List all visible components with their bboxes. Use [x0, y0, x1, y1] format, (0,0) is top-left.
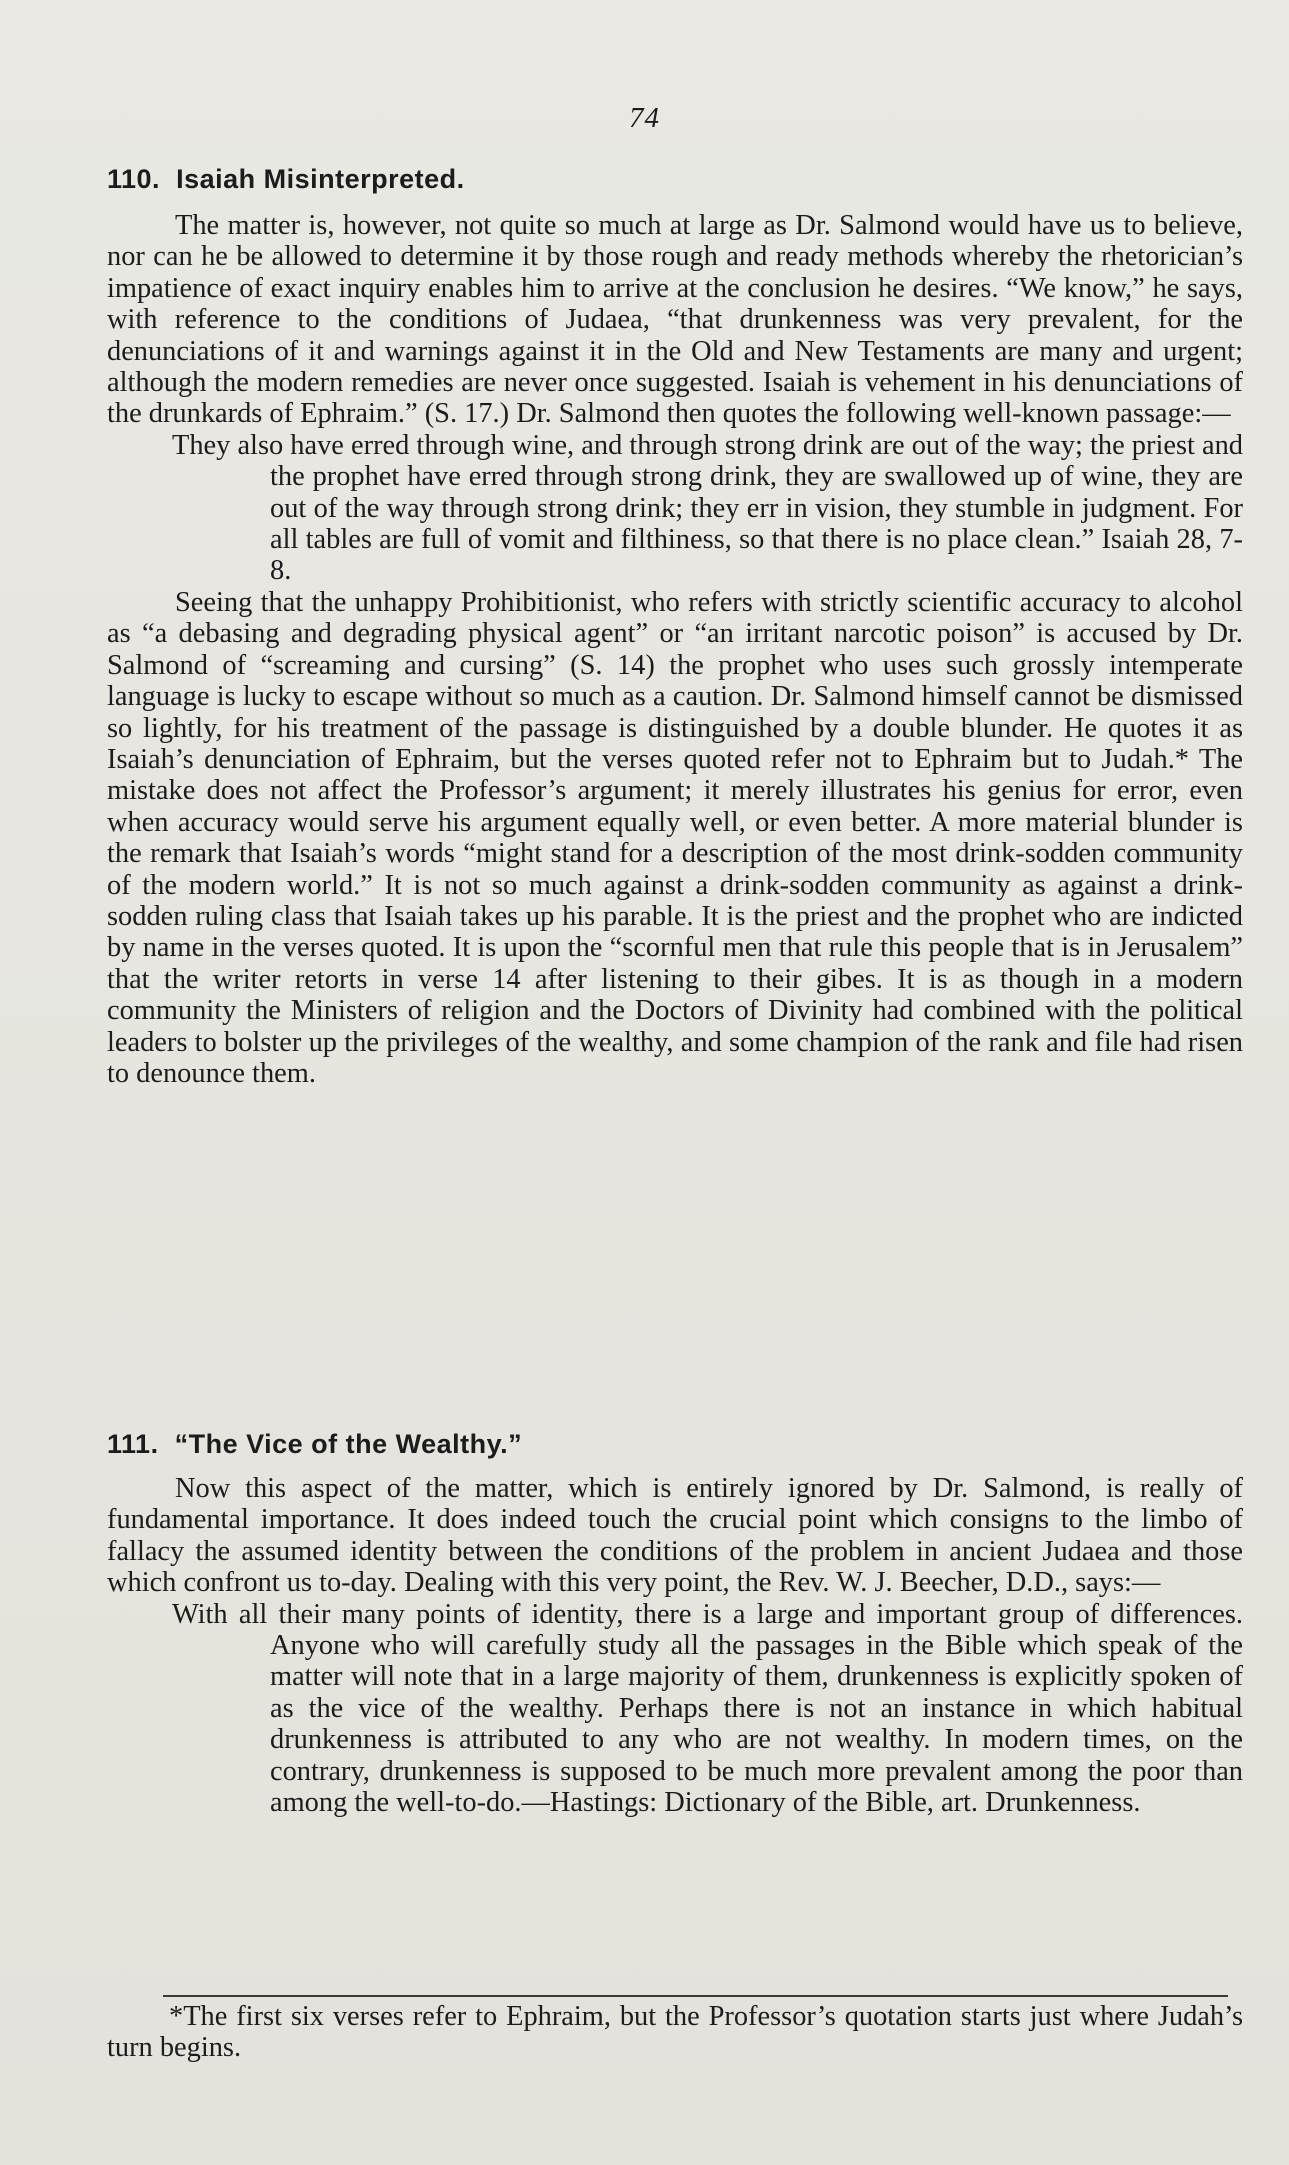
section-110-paragraph-1: The matter is, however, not quite so much at large as Dr. Salmond would have us to believe, nor can he be allowed to determine it by those rough and ready methods whereby the rhetorician’s impatience of exact inquiry enables him to arrive at the conclusion he desires. “We know,” he says, with reference to the conditions of Judaea, “that drunkenness was very prevalent, for the denunciations of it and warnings against it in the Old and New Testaments are many and urgent; although the modern remedies are never once suggested. Isaiah is vehement in his denunciations of the drunkards of Ephraim.” (S. 17.) Dr. Salmond then quotes the following well-known passage:— — [107, 210, 1243, 430]
footnote: *The first six verses refer to Ephraim, but the Professor’s quotation starts just where Judah’s turn begins. — [107, 2001, 1243, 2064]
section-110-heading — [107, 164, 465, 195]
section-111-body — [107, 1473, 1243, 1818]
section-111-paragraph-1: Now this aspect of the matter, which is entirely ignored by Dr. Salmond, is really of fundamental importance. It does indeed touch the crucial point which consigns to the limbo of fallacy the assumed identity between the conditions of the problem in ancient Judaea and those which confront us to-day. Dealing with this very point, the Rev. W. J. Beecher, D.D., says:— — [107, 1473, 1243, 1599]
section-111-number: 111. — [107, 1429, 159, 1459]
section-110-number: 110. — [107, 164, 161, 194]
section-110-body — [107, 210, 1243, 1089]
section-111-heading — [107, 1429, 522, 1460]
section-111-title: “The Vice of the Wealthy.” — [174, 1429, 523, 1459]
section-111-quotation: With all their many points of identity, there is a large and important group of differences. Anyone who will carefully study all the passages in the Bible which speak of the matter will note that in a large majority of them, drunkenness is explicitly spoken of as the vice of the wealthy. Perhaps there is not an instance in which habitual drunkenness is attributed to any who are not wealthy. In modern times, on the contrary, drunkenness is supposed to be much more prevalent among the poor than among the well-to-do.—Hastings: Dictionary of the Bible, art. Drunkenness. — [172, 1598, 1243, 1819]
section-110-title: Isaiah Misinterpreted. — [176, 164, 465, 194]
page-number: 74 — [629, 102, 660, 134]
footnote-divider — [163, 1995, 1228, 1997]
section-110-quotation: They also have erred through wine, and through strong drink are out of the way; the priest and the prophet have erred through strong drink, they are swallowed up of wine, they are out of the way through strong drink; they err in vision, they stumble in judgment. For all tables are full of vomit and filthiness, so that there is no place clean.” Isaiah 28, 7-8. — [172, 429, 1243, 587]
section-110-paragraph-2: Seeing that the unhappy Prohibitionist, who refers with strictly scientific accuracy to alcohol as “a debasing and degrading physical agent” or “an irritant narcotic poison” is accused by Dr. Salmond of “screaming and cursing” (S. 14) the prophet who uses such grossly intemperate language is lucky to escape without so much as a caution. Dr. Salmond himself cannot be dismissed so lightly, for his treatment of the passage is distinguished by a double blunder. He quotes it as Isaiah’s denunciation of Ephraim, but the verses quoted refer not to Ephraim but to Judah.* The mistake does not affect the Professor’s argument; it merely illustrates his genius for error, even when accuracy would serve his argument equally well, or even better. A more material blunder is the remark that Isaiah’s words “might stand for a description of the most drink-sodden community of the modern world.” It is not so much against a drink-sodden community as against a drink-sodden ruling class that Isaiah takes up his parable. It is the priest and the prophet who are indicted by name in the verses quoted. It is upon the “scornful men that rule this people that is in Jerusalem” that the writer retorts in verse 14 after listening to their gibes. It is as though in a modern community the Ministers of religion and the Doctors of Divinity had combined with the political leaders to bolster up the privileges of the wealthy, and some champion of the rank and file had risen to denounce them. — [107, 586, 1243, 1089]
